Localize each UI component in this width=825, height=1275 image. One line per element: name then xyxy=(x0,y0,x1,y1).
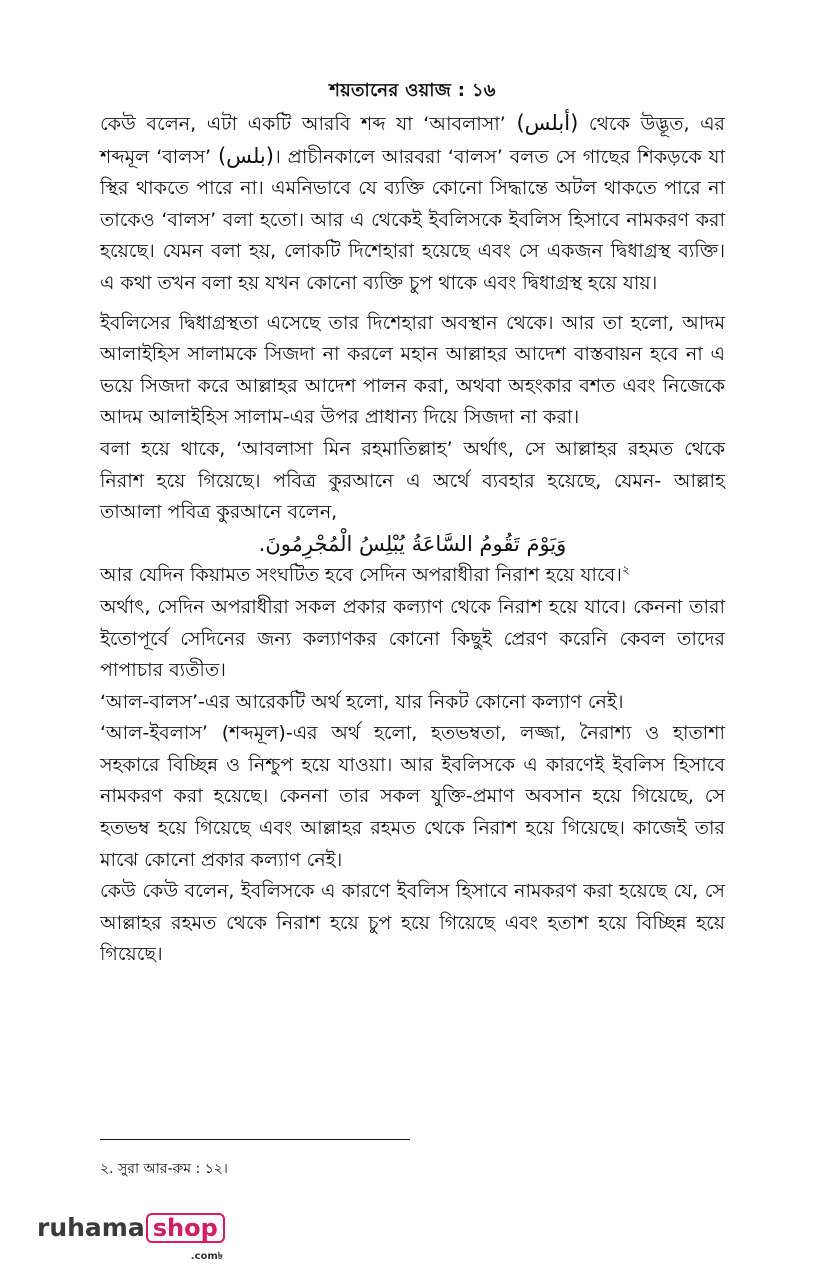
footnote-divider xyxy=(100,1139,410,1140)
paragraph-4 xyxy=(100,560,725,592)
paragraph-1-text-a: কেউ বলেন, এটা একটি আরবি শব্দ যা ‘আবলাসা’ xyxy=(100,113,517,135)
paragraph-1 xyxy=(100,108,725,300)
footnote: ২. সুরা আর-রুম : ১২। xyxy=(100,1161,228,1177)
logo-main-text: ruhama xyxy=(37,1213,145,1242)
page-header: শয়তানের ওয়াজ : ১৬ xyxy=(329,80,496,101)
paragraph-2: ইবলিসের দ্বিধাগ্রস্থতা এসেছে তার দিশেহারা অবস্থান থেকে। আর তা হলো, আদম আলাইহিস সালামকে সিজদা না করলে মহান আল্লাহর আদেশ বাস্তবায়ন হবে না এ ভয়ে সিজদা করে আল্লাহর আদেশ পালন করা, অথবা অহংকার বশত এবং নিজেকে আদম আলাইহিস সালাম-এর উপর প্রাধান্য দিয়ে সিজদা না করা। xyxy=(100,311,725,429)
logo-shop-text: shop xyxy=(152,1214,218,1242)
paragraph-1-text-c: । প্রাচীনকালে আরবরা ‘বালস’ বলত সে গাছের শিকড়কে যা স্থির থাকতে পারে না। এমনিভাবে যে ব্যক্তি কোনো সিদ্ধান্তে অটল থাকতে পারে না তাকেও ‘বালস’ বলা হতো। আর এ থেকেই ইবলিসকে ইবলিস হিসাবে নামকরণ করা হয়েছে। যেমন বলা হয়, লোকটি দিশেহারা হয়েছে এবং সে একজন দ্বিধাগ্রস্থ ব্যক্তি। এ কথা তখন বলা হয় যখন কোনো ব্যক্তি চুপ থাকে এবং দ্বিধাগ্রস্থ হয়ে যায়। xyxy=(100,145,725,294)
quran-verse: وَيَوْمَ تَقُومُ السَّاعَةُ يُبْلِسُ الْمُجْرِمُونَ. xyxy=(258,531,567,556)
footnote-reference: ২ xyxy=(621,562,630,577)
paragraph-6: ‘আল-বালস’-এর আরেকটি অর্থ হলো, যার নিকট কোনো কল্যাণ নেই। xyxy=(100,690,624,713)
paragraph-7: ‘আল-ইবলাস’ (শব্দমূল)-এর অর্থ হলো, হতভম্বতা, লজ্জা, নৈরাশ্য ও হাতাশা সহকারে বিচ্ছিন্ন ও নিশ্চুপ হয়ে যাওয়া। আর ইবলিসকে এ কারণেই ইবলিস হিসাবে নামকরণ করা হয়েছে। কেননা তার সকল যুক্তি-প্রমাণ অবসান হয়ে গিয়েছে, সে হতভম্ব হয়ে গিয়েছে এবং আল্লাহর রহমত থেকে নিরাশ হয়ে গিয়েছে। কাজেই তার মাঝে কোনো প্রকার কল্যাণ নেই। xyxy=(100,722,725,871)
arabic-word-ablasa: (أبلس) xyxy=(516,111,579,135)
logo-shop-badge xyxy=(146,1213,225,1262)
verse-translation: আর যেদিন কিয়ামত সংঘটিত হবে সেদিন অপরাধীরা নিরাশ হয়ে যাবে। xyxy=(100,564,622,587)
paragraph-8: কেউ কেউ বলেন, ইবলিসকে এ কারণে ইবলিস হিসাবে নামকরণ করা হয়েছে যে, সে আল্লাহর রহমত থেকে নিরাশ হয়ে চুপ হয়ে গিয়েছে এবং হতাশ হয়ে বিচ্ছিন্ন হয়ে গিয়েছে। xyxy=(100,880,725,966)
paragraph-3: বলা হয়ে থাকে, ‘আবলাসা মিন রহমাতিল্লাহ’ অর্থাৎ, সে আল্লাহর রহমত থেকে নিরাশ হয়ে গিয়েছে। পবিত্র কুরআনে এ অর্থে ব্যবহার হয়েছে, যেমন- আল্লাহ তাআলা পবিত্র কুরআনে বলেন, xyxy=(100,437,725,524)
paragraph-5: অর্থাৎ, সেদিন অপরাধীরা সকল প্রকার কল্যাণ থেকে নিরাশ হয়ে যাবে। কেননা তারা ইতোপূর্বে সেদিনের জন্য কল্যাণকর কোনো কিছুই প্রেরণ করেনি কেবল তাদের পাপাচার ব্যতীত। xyxy=(100,595,725,682)
logo-domain-suffix: .com৳ xyxy=(190,1251,223,1262)
main-text xyxy=(100,108,725,971)
arabic-word-bals: (بلس) xyxy=(217,143,274,168)
ruhama-shop-logo xyxy=(37,1213,225,1262)
paragraph-1-text-b: থেকে উদ্ভূত, এর শব্দমূল ‘বালস’ xyxy=(100,113,726,168)
